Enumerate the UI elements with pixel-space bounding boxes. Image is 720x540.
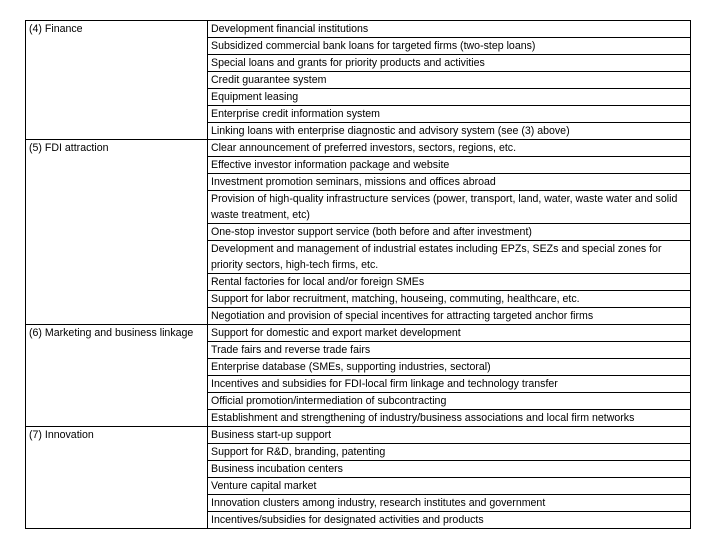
measure-cell: Trade fairs and reverse trade fairs	[208, 342, 691, 359]
measure-cell: Rental factories for local and/or foreign SMEs	[208, 274, 691, 291]
table-row	[26, 21, 691, 38]
policy-measures-table	[25, 20, 691, 529]
category-cell: (4) Finance	[26, 21, 208, 140]
category-cell: (5) FDI attraction	[26, 140, 208, 325]
category-cell: (7) Innovation	[26, 427, 208, 529]
measure-cell: Provision of high-quality infrastructure services (power, transport, land, water, waste water and solid waste treatment, etc)	[208, 191, 691, 224]
measure-cell: Credit guarantee system	[208, 72, 691, 89]
measure-cell: Venture capital market	[208, 478, 691, 495]
table-row	[26, 325, 691, 342]
measure-cell: Negotiation and provision of special incentives for attracting targeted anchor firms	[208, 308, 691, 325]
measure-cell: Business incubation centers	[208, 461, 691, 478]
measure-cell: Development and management of industrial estates including EPZs, SEZs and special zones for priority sectors, high-tech firms, etc.	[208, 241, 691, 274]
measure-cell: Investment promotion seminars, missions and offices abroad	[208, 174, 691, 191]
measure-cell: Effective investor information package and website	[208, 157, 691, 174]
measure-cell: Business start-up support	[208, 427, 691, 444]
measure-cell: One-stop investor support service (both before and after investment)	[208, 224, 691, 241]
table-body	[26, 21, 691, 529]
measure-cell: Clear announcement of preferred investors, sectors, regions, etc.	[208, 140, 691, 157]
measure-cell: Subsidized commercial bank loans for targeted firms (two-step loans)	[208, 38, 691, 55]
measure-cell: Enterprise database (SMEs, supporting industries, sectoral)	[208, 359, 691, 376]
measure-cell: Special loans and grants for priority products and activities	[208, 55, 691, 72]
table-row	[26, 140, 691, 157]
category-cell: (6) Marketing and business linkage	[26, 325, 208, 427]
measure-cell: Development financial institutions	[208, 21, 691, 38]
measure-cell: Incentives and subsidies for FDI-local firm linkage and technology transfer	[208, 376, 691, 393]
measure-cell: Establishment and strengthening of industry/business associations and local firm networks	[208, 410, 691, 427]
table-row	[26, 427, 691, 444]
measure-cell: Equipment leasing	[208, 89, 691, 106]
measure-cell: Incentives/subsidies for designated activities and products	[208, 512, 691, 529]
measure-cell: Official promotion/intermediation of subcontracting	[208, 393, 691, 410]
measure-cell: Support for R&D, branding, patenting	[208, 444, 691, 461]
measure-cell: Support for domestic and export market development	[208, 325, 691, 342]
measure-cell: Support for labor recruitment, matching, houseing, commuting, healthcare, etc.	[208, 291, 691, 308]
measure-cell: Enterprise credit information system	[208, 106, 691, 123]
measure-cell: Linking loans with enterprise diagnostic and advisory system (see (3) above)	[208, 123, 691, 140]
measure-cell: Innovation clusters among industry, research institutes and government	[208, 495, 691, 512]
